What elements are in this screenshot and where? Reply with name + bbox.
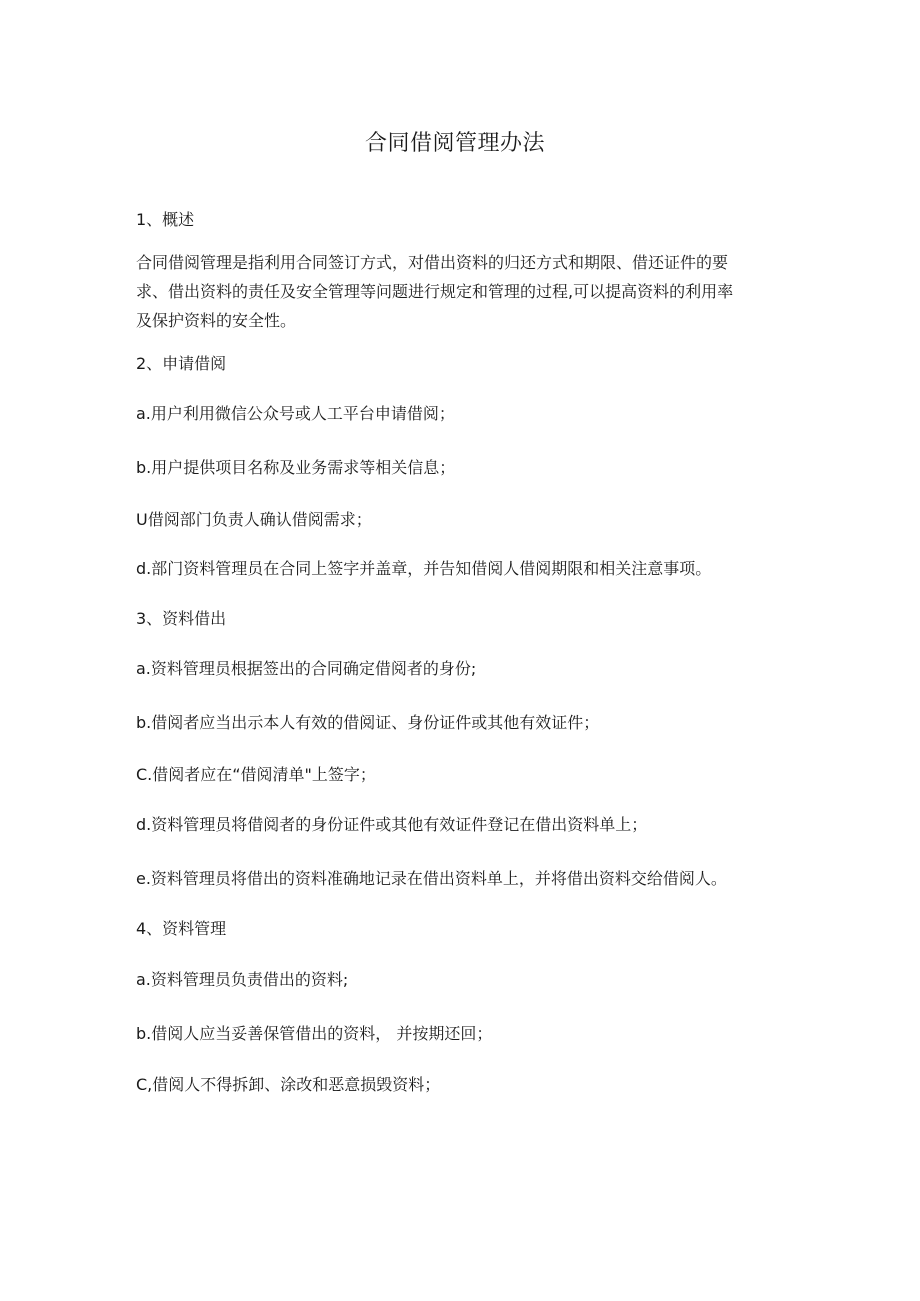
paragraph-line: 及保护资料的安全性。: [136, 311, 297, 330]
list-item: U借阅部门负责人确认借阅需求；: [136, 510, 372, 529]
list-item: a.资料管理员负责借出的资料;: [136, 970, 349, 989]
list-item: C,借阅人不得拆卸、涂改和恶意损毁资料；: [136, 1075, 441, 1094]
section-heading-apply: 2、申请借阅: [136, 354, 227, 373]
list-item: a.资料管理员根据签出的合同确定借阅者的身份;: [136, 659, 477, 678]
list-item: e.资料管理员将借出的资料准确地记录在借出资料单上，并将借出资料交给借阅人。: [136, 869, 727, 888]
list-item: d.部门资料管理员在合同上签字并盖章，并告知借阅人借阅期限和相关注意事项。: [136, 559, 712, 578]
paragraph-line: 求、借出资料的责任及安全管理等问题进行规定和管理的过程,可以提高资料的利用率: [136, 282, 734, 301]
list-item: d.资料管理员将借阅者的身份证件或其他有效证件登记在借出资料单上；: [136, 815, 648, 834]
document-title: 合同借阅管理办法: [364, 131, 545, 156]
list-item: a.用户利用微信公众号或人工平台申请借阅；: [136, 404, 455, 423]
list-item: b.借阅者应当出示本人有效的借阅证、身份证件或其他有效证件；: [136, 713, 600, 732]
overview-paragraph: [136, 248, 776, 335]
section-heading-management: 4、资料管理: [136, 919, 227, 938]
list-item: b.用户提供项目名称及业务需求等相关信息；: [136, 458, 456, 477]
section-heading-overview: 1、概述: [136, 210, 195, 229]
list-item: C.借阅者应在“借阅清单"上签字；: [136, 765, 376, 784]
paragraph-line: 合同借阅管理是指利用合同签订方式，对借出资料的归还方式和期限、借还证件的要: [136, 253, 729, 272]
list-item: b.借阅人应当妥善保管借出的资料， 并按期还回；: [136, 1024, 493, 1043]
section-heading-lending: 3、资料借出: [136, 609, 227, 628]
